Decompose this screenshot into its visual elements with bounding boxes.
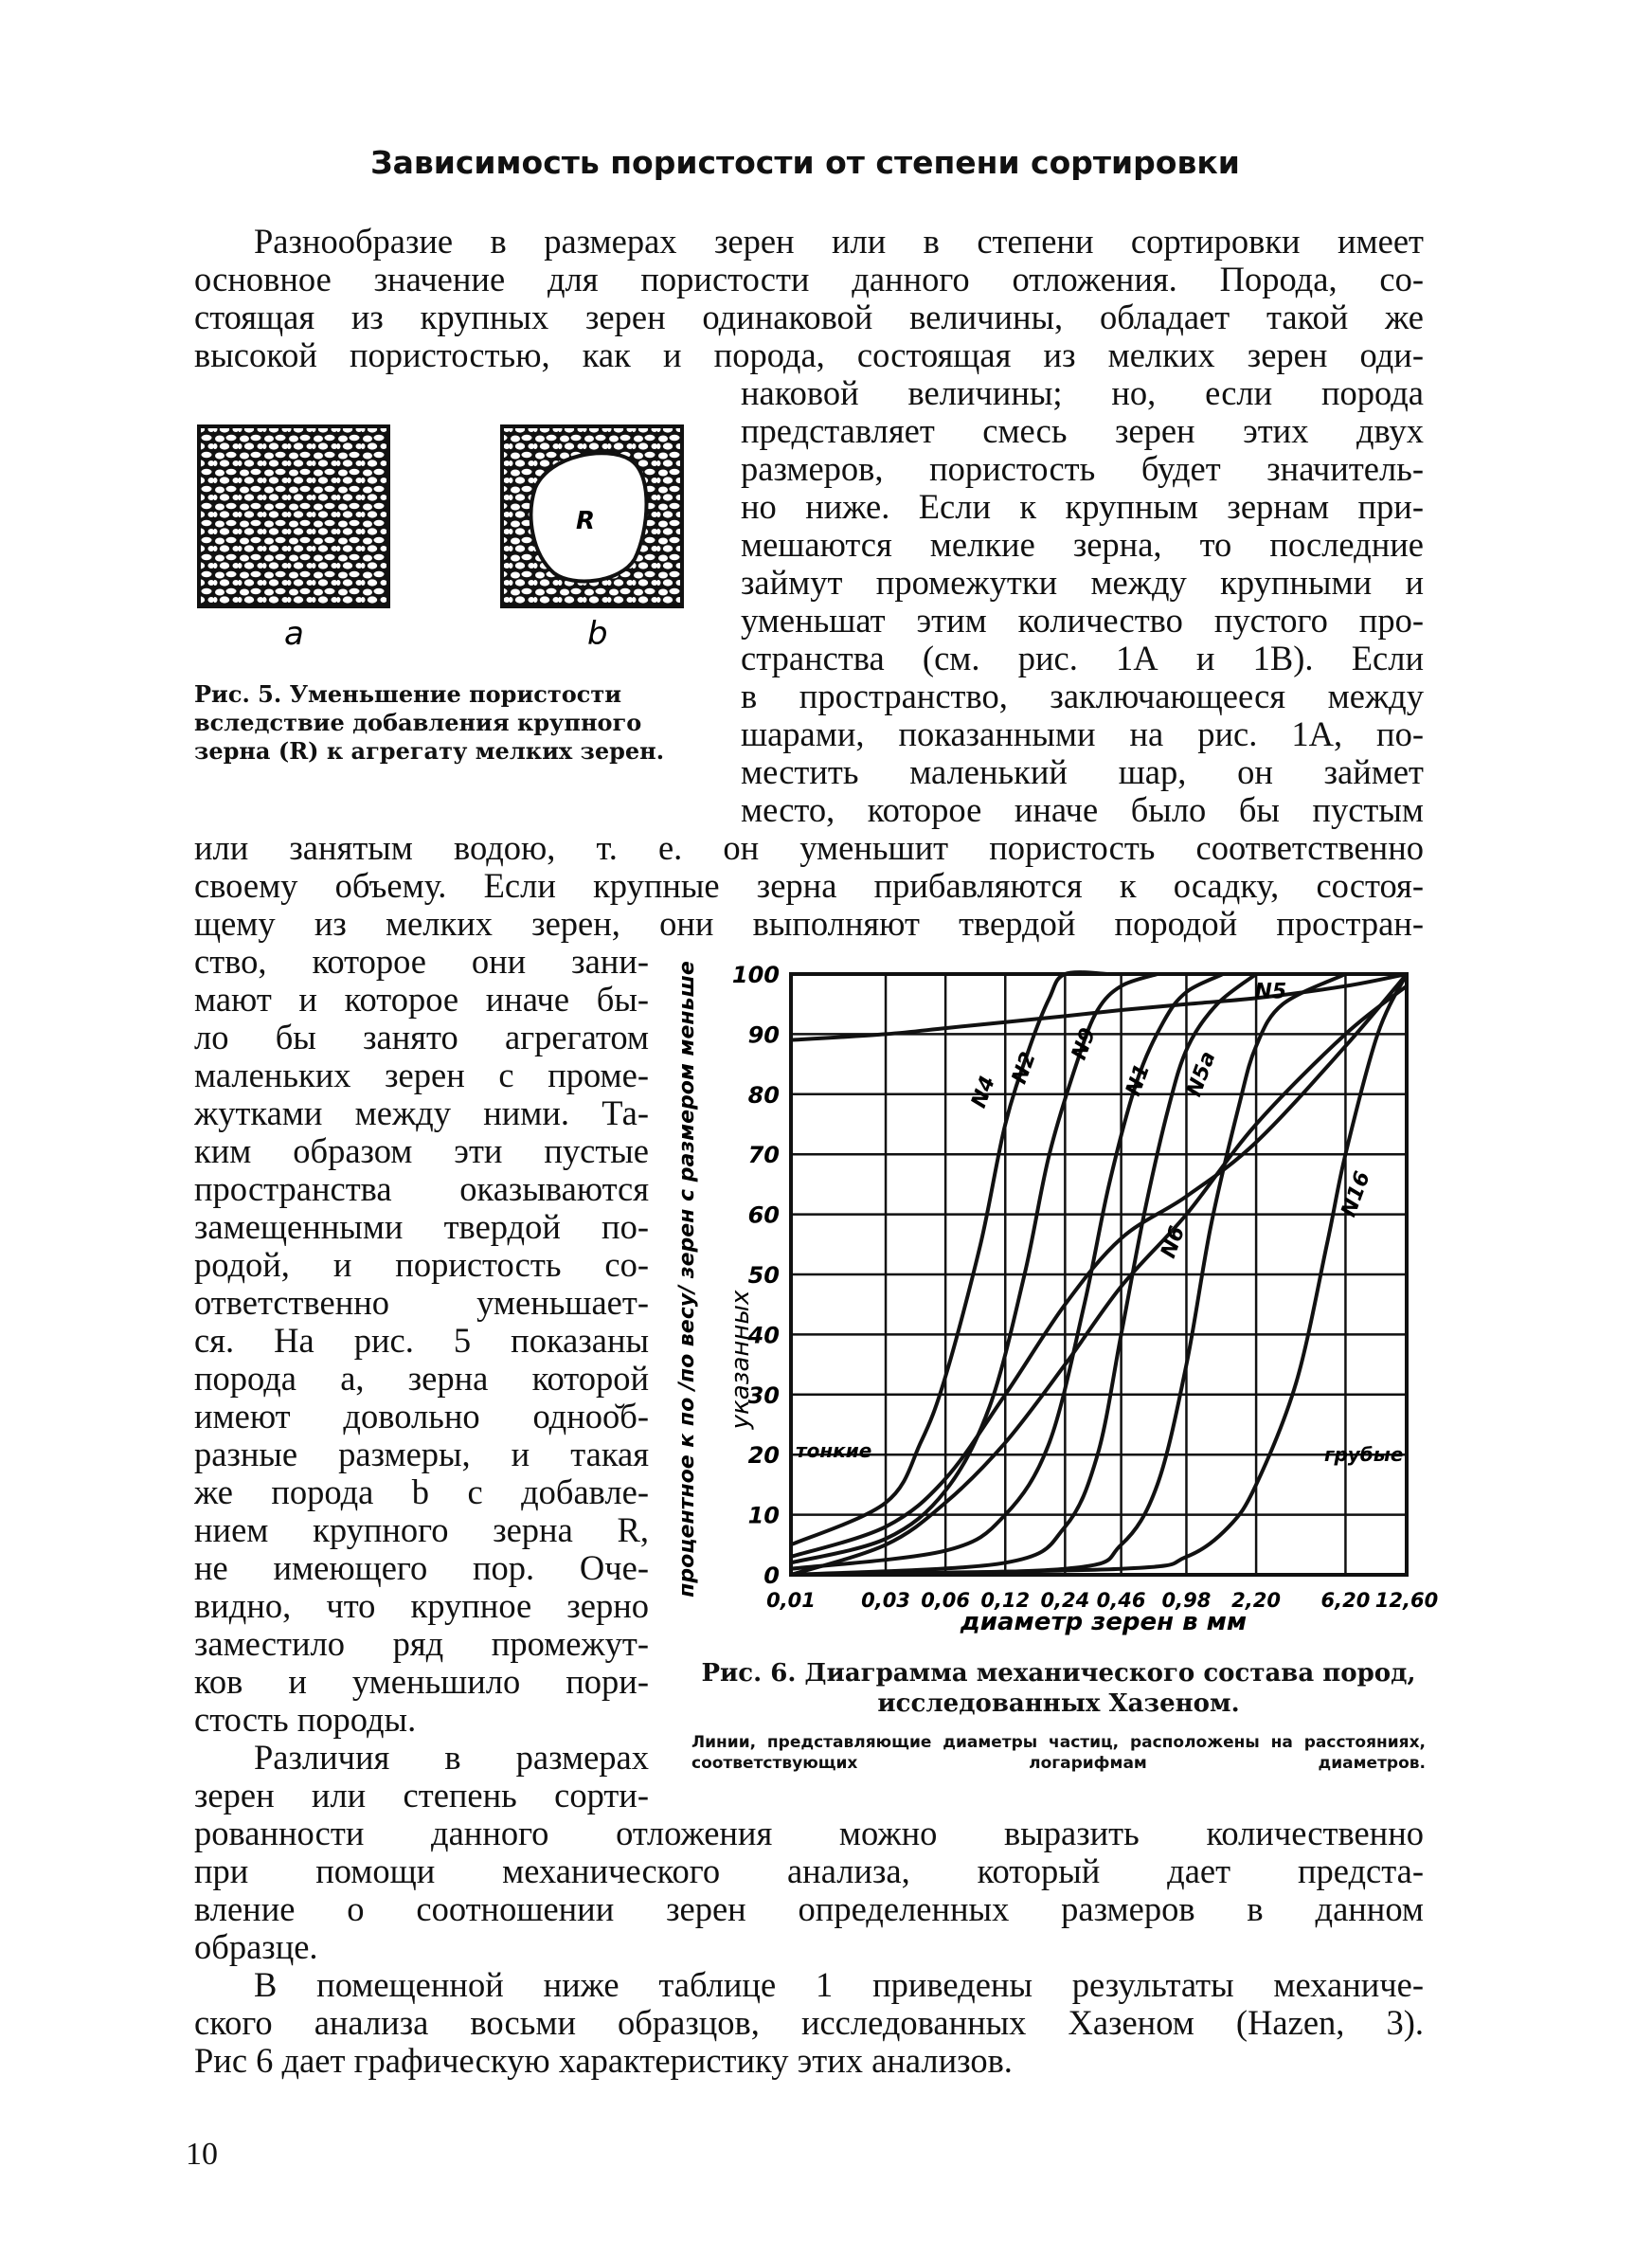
y-tick-label: 80 <box>747 1081 780 1109</box>
text-line: Рис 6 дает графическую характеристику этих анализов. <box>194 2042 1013 2080</box>
x-tick-label: 12,60 <box>1374 1589 1439 1612</box>
y-axis-outer-label: процентное к по /по весу/ зерен с размером меньше <box>675 961 699 1598</box>
text-line: размеров, пористость будет значитель- <box>741 450 1424 488</box>
label-b: b <box>587 615 608 653</box>
text-line: образце. <box>194 1928 318 1966</box>
y-tick-label: 10 <box>747 1502 780 1529</box>
text-line: уменьшат этим количество пустого про- <box>741 602 1424 640</box>
y-tick-label: 70 <box>747 1142 780 1169</box>
text-line: пространства оказываются <box>194 1170 649 1208</box>
text-line: Разнообразие в размерах зерен или в степени сортировки имеет <box>254 223 1424 261</box>
x-tick-label: 0,12 <box>980 1589 1031 1612</box>
text-line: замещенными твердой по- <box>194 1208 649 1246</box>
grain-label: R <box>576 507 596 535</box>
series-label-N4: N4 <box>967 1073 1001 1111</box>
text-line: стость породы. <box>194 1701 417 1739</box>
text-line: мешаются мелкие зерна, то последние <box>741 526 1424 564</box>
text-line: зерен или степень сорти- <box>194 1777 649 1815</box>
text-line: местить маленький шар, он займет <box>741 753 1424 791</box>
coarse-label: грубые <box>1324 1443 1404 1466</box>
text-line: В помещенной ниже таблице 1 приведены результаты механиче- <box>254 1966 1424 2004</box>
text-line: ков и уменьшило пори- <box>194 1663 649 1701</box>
text-line: своему объему. Если крупные зерна прибавляются к осадку, состоя- <box>194 867 1424 905</box>
series-label-N5a: N5a <box>1182 1048 1221 1100</box>
text-line: в пространство, заключающееся между <box>741 677 1424 715</box>
figure-6-note: Линии, представляющие диаметры частиц, расположены на расстояниях, соответствующих логарифмам диаметров. <box>691 1733 1426 1773</box>
x-tick-label: 0,06 <box>921 1589 971 1612</box>
fine-label: тонкие <box>796 1439 872 1462</box>
series-label-N6: N6 <box>1157 1222 1191 1262</box>
text-line: ся. На рис. 5 показаны <box>194 1322 649 1360</box>
series-label-N16: N16 <box>1337 1168 1375 1220</box>
x-axis-label: диаметр зерен в мм <box>960 1608 1248 1636</box>
text-line: место, которое иначе было бы пустым <box>741 791 1424 829</box>
text-line: же порода b с добавле- <box>194 1473 649 1511</box>
text-line: вление о соотношении зерен определенных размеров в данном <box>194 1890 1424 1928</box>
text-line: стоящая из крупных зерен одинаковой величины, обладает такой же <box>194 298 1424 336</box>
text-line: мают и которое иначе бы- <box>194 981 649 1019</box>
text-line: представляет смесь зерен этих двух <box>741 412 1424 450</box>
x-tick-label: 2,20 <box>1231 1589 1282 1612</box>
text-line: ского анализа восьми образцов, исследованных Хазеном (Hazen, 3). <box>194 2004 1424 2042</box>
series-label-N5: N5 <box>1254 980 1287 1004</box>
text-line: не имеющего пор. Оче- <box>194 1549 649 1587</box>
page-title: Зависимость пористости от степени сортировки <box>370 144 1240 181</box>
aggregate-a <box>199 426 388 606</box>
text-line: ло бы занято агрегатом <box>194 1019 649 1056</box>
figure-6-caption: Рис. 6. Диаграмма механического состава пород, исследованных Хазеном. <box>701 1659 1416 1718</box>
text-line: имеют довольно одноо̆б- <box>194 1398 649 1435</box>
y-tick-label: 40 <box>747 1322 780 1349</box>
text-line: ответственно уменьшает- <box>194 1284 649 1322</box>
label-a: a <box>284 615 304 653</box>
text-line: нием крупного зерна R, <box>194 1511 649 1549</box>
y-tick-label: 100 <box>731 962 780 988</box>
y-tick-label: 30 <box>747 1381 780 1409</box>
x-tick-label: 0,98 <box>1161 1589 1212 1612</box>
figure-5 <box>189 417 701 654</box>
text-line: ство, которое они зани- <box>194 943 649 981</box>
text-line: маленьких зерен с проме- <box>194 1056 649 1094</box>
y-tick-label: 0 <box>763 1562 780 1589</box>
series-label-N9: N9 <box>1067 1024 1101 1063</box>
text-line: шарами, показанными на рис. 1А, по- <box>741 715 1424 753</box>
figure-6-chart <box>654 938 1440 1658</box>
y-tick-label: 60 <box>747 1201 780 1229</box>
text-line: высокой пористостью, как и порода, состоящая из мелких зерен оди- <box>194 336 1424 374</box>
figure-5-caption: Рис. 5. Уменьшение пористости вследствие добавления крупного зерна (R) к агрегату мелких зерен. <box>194 680 665 765</box>
text-line: ким образом эти пустые <box>194 1132 649 1170</box>
text-line: заместило ряд промежут- <box>194 1625 649 1663</box>
text-line: Различия в размерах <box>254 1739 649 1777</box>
text-line: при помощи механического анализа, который дает предста- <box>194 1852 1424 1890</box>
text-line: жутками между ними. Та- <box>194 1094 649 1132</box>
text-line: разные размеры, и такая <box>194 1435 649 1473</box>
text-line: или занятым водою, т. е. он уменьшит пористость соответственно <box>194 829 1424 867</box>
series-line-diag <box>791 986 1407 1575</box>
text-line: родой, и пористость со- <box>194 1246 649 1284</box>
text-line: основное значение для пористости данного отложения. Порода, со- <box>194 261 1424 298</box>
y-axis-inner-label: указанных <box>727 1290 755 1430</box>
text-line: но ниже. Если к крупным зернам при- <box>741 488 1424 526</box>
text-line: странства (см. рис. 1А и 1В). Если <box>741 640 1424 677</box>
x-tick-label: 6,20 <box>1320 1589 1371 1612</box>
text-line: щему из мелких зерен, они выполняют твердой породой простран- <box>194 905 1424 943</box>
x-tick-label: 0,24 <box>1040 1589 1090 1612</box>
series-label-N1: N1 <box>1122 1060 1156 1100</box>
text-line: наковой величины; но, если порода <box>741 374 1424 412</box>
text-line: рованности данного отложения можно выразить количественно <box>194 1815 1424 1852</box>
series-label-N2: N2 <box>1007 1049 1041 1088</box>
y-tick-label: 90 <box>747 1021 780 1049</box>
page-number: 10 <box>186 2137 218 2172</box>
y-tick-label: 50 <box>747 1262 780 1289</box>
text-line: видно, что крупное зерно <box>194 1587 649 1625</box>
x-tick-label: 0,03 <box>861 1589 910 1612</box>
y-tick-label: 20 <box>747 1442 780 1470</box>
x-tick-label: 0,01 <box>766 1589 816 1612</box>
y-axis-ticks <box>732 962 780 1589</box>
text-line: займут промежутки между крупными и <box>741 564 1424 602</box>
text-line: порода а, зерна которой <box>194 1360 649 1398</box>
x-tick-label: 0,46 <box>1096 1589 1146 1612</box>
